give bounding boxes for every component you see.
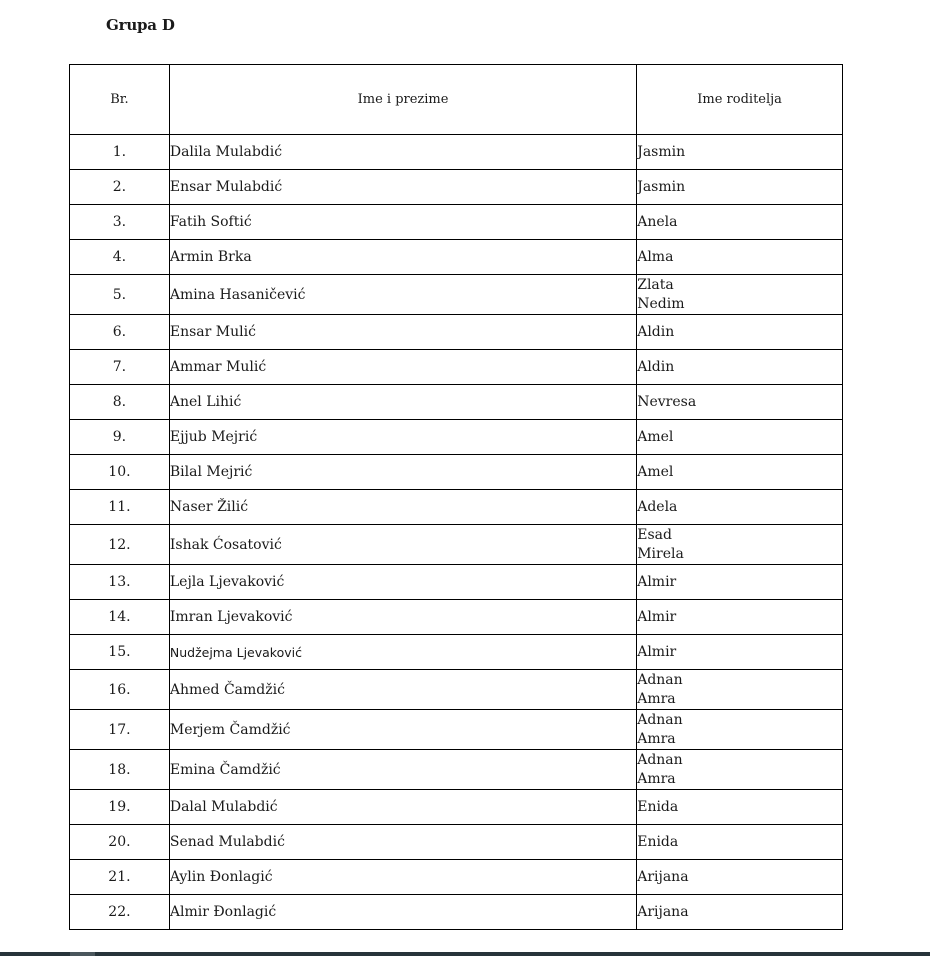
- table-row: [70, 490, 843, 525]
- row-number: 17.: [70, 710, 170, 750]
- parent-name: Almir: [637, 643, 677, 660]
- student-name: Anel Lihić: [169, 385, 636, 420]
- parent-name: Amra: [637, 730, 676, 747]
- parent-name: Enida: [637, 833, 679, 850]
- row-number: 22.: [70, 895, 170, 930]
- parent-name: Enida: [637, 798, 679, 815]
- student-name: Imran Ljevaković: [169, 600, 636, 635]
- student-name: Nudžejma Ljevaković: [169, 635, 636, 670]
- row-number: 2.: [70, 170, 170, 205]
- parent-names: [637, 525, 843, 565]
- parent-name: Jasmin: [637, 178, 686, 195]
- table-row: [70, 860, 843, 895]
- student-name: Merjem Čamdžić: [169, 710, 636, 750]
- student-name: Lejla Ljevaković: [169, 565, 636, 600]
- table-row: [70, 670, 843, 710]
- student-name: Emina Čamdžić: [169, 750, 636, 790]
- row-number: 16.: [70, 670, 170, 710]
- parent-name: Jasmin: [637, 143, 686, 160]
- row-number: 10.: [70, 455, 170, 490]
- parent-name: Amel: [637, 463, 674, 480]
- table-row: [70, 710, 843, 750]
- parent-name: Almir: [637, 608, 677, 625]
- student-name: Armin Brka: [169, 240, 636, 275]
- parent-name: Amel: [637, 428, 674, 445]
- parent-name: Aldin: [637, 323, 675, 340]
- parent-name: Arijana: [637, 868, 689, 885]
- table-row: [70, 600, 843, 635]
- parent-names: [637, 350, 843, 385]
- row-number: 5.: [70, 275, 170, 315]
- parent-name: Esad: [637, 526, 672, 543]
- student-name: Ammar Mulić: [169, 350, 636, 385]
- parent-names: [637, 170, 843, 205]
- row-number: 8.: [70, 385, 170, 420]
- row-number: 9.: [70, 420, 170, 455]
- table-row: [70, 790, 843, 825]
- student-name: Dalal Mulabdić: [169, 790, 636, 825]
- row-number: 12.: [70, 525, 170, 565]
- bottom-taskbar-edge: [0, 952, 930, 956]
- student-name: Bilal Mejrić: [169, 455, 636, 490]
- table-row: [70, 240, 843, 275]
- student-name: Almir Đonlagić: [169, 895, 636, 930]
- parent-name: Anela: [637, 213, 678, 230]
- student-name: Fatih Softić: [169, 205, 636, 240]
- table-header-row: [70, 65, 843, 135]
- header-number: Br.: [70, 65, 170, 135]
- row-number: 15.: [70, 635, 170, 670]
- parent-name: Mirela: [637, 545, 684, 562]
- parent-names: [637, 600, 843, 635]
- parent-name: Nedim: [637, 295, 685, 312]
- student-name: Naser Žilić: [169, 490, 636, 525]
- student-roster-table: [69, 64, 843, 930]
- parent-names: [637, 895, 843, 930]
- row-number: 1.: [70, 135, 170, 170]
- parent-names: [637, 790, 843, 825]
- parent-names: [637, 455, 843, 490]
- row-number: 13.: [70, 565, 170, 600]
- table-row: [70, 635, 843, 670]
- table-row: [70, 275, 843, 315]
- table-row: [70, 565, 843, 600]
- parent-names: [637, 315, 843, 350]
- table-row: [70, 455, 843, 490]
- parent-names: [637, 565, 843, 600]
- parent-names: [637, 385, 843, 420]
- parent-name: Adnan: [637, 671, 683, 688]
- table-row: [70, 750, 843, 790]
- group-title: Grupa D: [106, 16, 175, 34]
- header-full-name: Ime i prezime: [169, 65, 636, 135]
- student-name: Ejjub Mejrić: [169, 420, 636, 455]
- student-name: Amina Hasaničević: [169, 275, 636, 315]
- student-name: Dalila Mulabdić: [169, 135, 636, 170]
- student-name: Aylin Đonlagić: [169, 860, 636, 895]
- parent-names: [637, 420, 843, 455]
- parent-name: Arijana: [637, 903, 689, 920]
- row-number: 19.: [70, 790, 170, 825]
- table-row: [70, 135, 843, 170]
- parent-names: [637, 275, 843, 315]
- parent-names: [637, 670, 843, 710]
- row-number: 11.: [70, 490, 170, 525]
- parent-names: [637, 240, 843, 275]
- student-name: Ahmed Čamdžić: [169, 670, 636, 710]
- parent-name: Amra: [637, 770, 676, 787]
- row-number: 18.: [70, 750, 170, 790]
- student-name: Ensar Mulabdić: [169, 170, 636, 205]
- header-parent-name: Ime roditelja: [637, 65, 843, 135]
- parent-name: Adela: [637, 498, 678, 515]
- parent-names: [637, 135, 843, 170]
- student-name: Ishak Ćosatović: [169, 525, 636, 565]
- row-number: 3.: [70, 205, 170, 240]
- row-number: 7.: [70, 350, 170, 385]
- parent-names: [637, 710, 843, 750]
- parent-name: Zlata: [637, 276, 674, 293]
- parent-names: [637, 490, 843, 525]
- table-row: [70, 170, 843, 205]
- student-name: Ensar Mulić: [169, 315, 636, 350]
- parent-name: Adnan: [637, 711, 683, 728]
- parent-name: Aldin: [637, 358, 675, 375]
- table-row: [70, 385, 843, 420]
- parent-name: Almir: [637, 573, 677, 590]
- parent-names: [637, 635, 843, 670]
- table-row: [70, 315, 843, 350]
- parent-name: Adnan: [637, 751, 683, 768]
- table-row: [70, 350, 843, 385]
- parent-names: [637, 205, 843, 240]
- row-number: 14.: [70, 600, 170, 635]
- student-name: Senad Mulabdić: [169, 825, 636, 860]
- parent-names: [637, 825, 843, 860]
- row-number: 6.: [70, 315, 170, 350]
- table-row: [70, 420, 843, 455]
- parent-names: [637, 860, 843, 895]
- parent-names: [637, 750, 843, 790]
- table-body: [70, 135, 843, 930]
- table-row: [70, 525, 843, 565]
- parent-name: Amra: [637, 690, 676, 707]
- parent-name: Nevresa: [637, 393, 697, 410]
- row-number: 20.: [70, 825, 170, 860]
- table-row: [70, 825, 843, 860]
- row-number: 21.: [70, 860, 170, 895]
- parent-name: Alma: [637, 248, 674, 265]
- row-number: 4.: [70, 240, 170, 275]
- table-row: [70, 895, 843, 930]
- table-row: [70, 205, 843, 240]
